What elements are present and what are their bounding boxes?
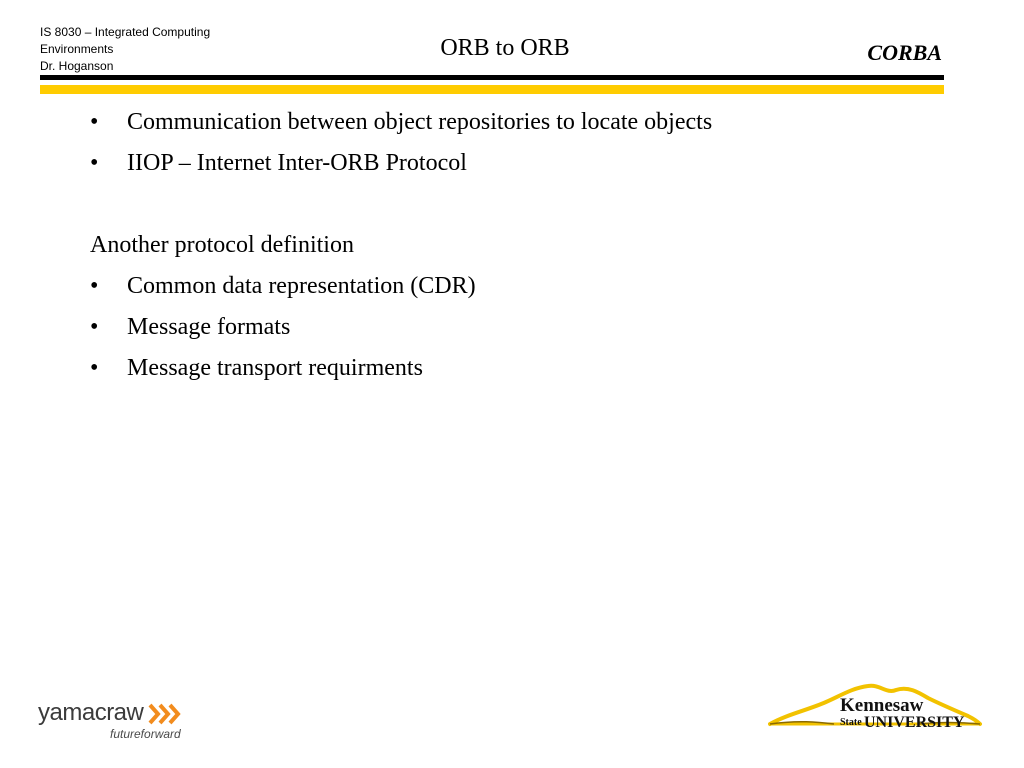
slide-title: ORB to ORB [440, 35, 570, 61]
bullet-text: Common data representation (CDR) [127, 273, 476, 299]
course-info [40, 24, 270, 75]
yamacraw-tagline: futureforward [110, 727, 181, 741]
slide-content [90, 102, 970, 389]
bullet-item [90, 143, 970, 184]
bullet-item [90, 266, 970, 307]
ksu-wordmark-state: State [840, 717, 862, 728]
bullet-marker: • [90, 109, 99, 135]
bullet-text: Communication between object repositories to locate objects [127, 109, 713, 135]
header-rule-black [40, 75, 944, 80]
course-title-line1: IS 8030 – Integrated Computing [40, 25, 211, 39]
header-rule-gold [40, 85, 944, 94]
bullet-marker: • [90, 273, 99, 299]
ksu-wordmark-university: UNIVERSITY [864, 714, 965, 731]
bullet-marker: • [90, 150, 99, 176]
bullet-text: Message transport requirments [127, 355, 423, 381]
ksu-logo [768, 680, 982, 740]
bullet-item [90, 348, 970, 389]
bullet-item [90, 307, 970, 348]
course-title-line2: Environments [40, 42, 114, 56]
bullet-text: IIOP – Internet Inter-ORB Protocol [127, 150, 467, 176]
yamacraw-wordmark: yamacraw [38, 699, 144, 726]
bullet-marker: • [90, 355, 99, 381]
yamacraw-logo [38, 698, 188, 746]
chevron-arrows-icon [148, 702, 182, 726]
subheading: Another protocol definition [90, 232, 354, 258]
topic-label: CORBA [867, 40, 942, 65]
spacer [90, 184, 970, 225]
instructor-name: Dr. Hoganson [40, 59, 114, 73]
bullet-text: Message formats [127, 314, 291, 340]
bullet-marker: • [90, 314, 99, 340]
ksu-wordmark-kennesaw: Kennesaw [840, 695, 924, 716]
bullet-item [90, 102, 970, 143]
